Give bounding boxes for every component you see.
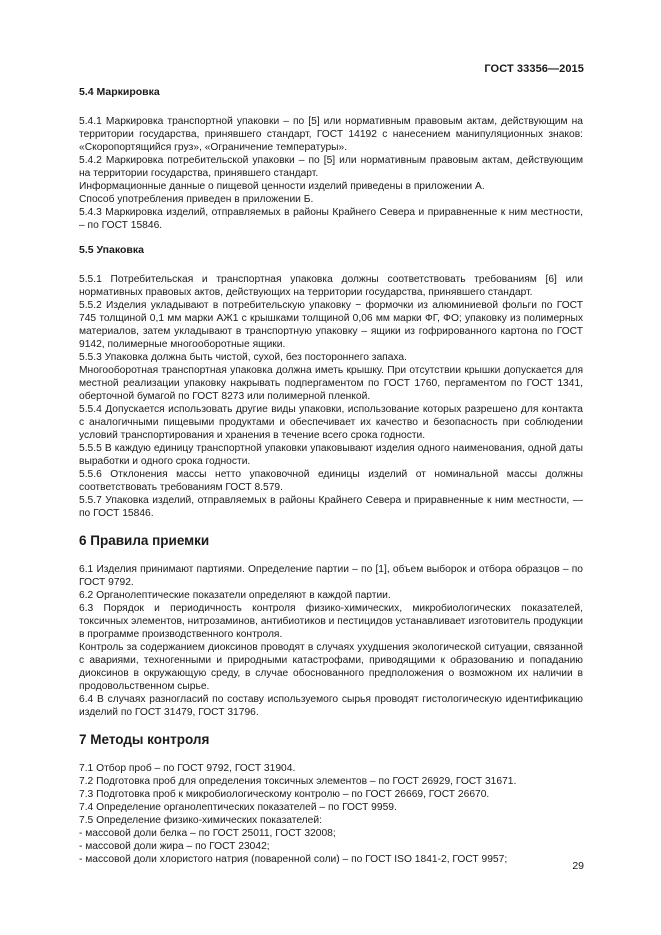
paragraph-6-dioxins: Контроль за содержанием диоксинов проводят в случаях ухудшения экологической ситуации, связанной с авариями, техногенными и природными катастрофами, приводящими к образованию и попаданию диоксинов в окружающую среду, в случае обоснованного предположения о возможном их наличии в продовольственном сырье.	[79, 642, 583, 692]
list-item-protein: - массовой доли белка – по ГОСТ 25011, ГОСТ 32008;	[79, 828, 336, 839]
paragraph-5-4-info: Информационные данные о пищевой ценности изделий приведены в приложении А.	[79, 181, 485, 192]
list-item-7-4: 7.4 Определение органолептических показателей – по ГОСТ 9959.	[79, 802, 397, 813]
paragraph-5-5-5: 5.5.5 В каждую единицу транспортной упаковки упаковывают изделия одного наименования, одной даты выработки и одного срока годности.	[79, 443, 583, 467]
section-7-heading: 7 Методы контроля	[79, 732, 210, 747]
list-item-7-1: 7.1 Отбор проб – по ГОСТ 9792, ГОСТ 31904.	[79, 763, 296, 774]
document-code-header: ГОСТ 33356—2015	[484, 63, 584, 75]
paragraph-5-4-usage: Способ употребления приведен в приложении Б.	[79, 194, 314, 205]
paragraph-5-5-1: 5.5.1 Потребительская и транспортная упаковка должны соответствовать требованиям [6] или нормативных правовых актов, действующих на территории государства, принявшего стандарт.	[79, 274, 583, 298]
section-5-4-heading: 5.4 Маркировка	[79, 86, 160, 98]
list-item-7-5: 7.5 Определение физико-химических показателей:	[79, 815, 322, 826]
list-item-7-3: 7.3 Подготовка проб к микробиологическому контролю – по ГОСТ 26669, ГОСТ 26670.	[79, 789, 490, 800]
list-item-fat: - массовой доли жира – по ГОСТ 23042;	[79, 841, 270, 852]
paragraph-5-5-7: 5.5.7 Упаковка изделий, отправляемых в районы Крайнего Севера и приравненные к ним местности, — по ГОСТ 15846.	[79, 495, 583, 519]
paragraph-6-3: 6.3 Порядок и периодичность контроля физико-химических, микробиологических показателей, токсичных элементов, нитрозаминов, антибиотиков и пестицидов устанавливает изготовитель продукции в программе производственного контроля.	[79, 603, 583, 640]
paragraph-5-5-6: 5.5.6 Отклонения массы нетто упаковочной единицы изделий от номинальной массы должны соответствовать требованиям ГОСТ 8.579.	[79, 469, 583, 493]
paragraph-6-4: 6.4 В случаях разногласий по составу используемого сырья проводят гистологическую идентификацию изделий по ГОСТ 31479, ГОСТ 31796.	[79, 694, 583, 718]
paragraph-6-2: 6.2 Органолептические показатели определяют в каждой партии.	[79, 590, 391, 601]
paragraph-5-5-reusable: Многооборотная транспортная упаковка должна иметь крышку. При отсутствии крышки допускается для местной реализации упаковку накрывать подпергаментом по ГОСТ 1760, пергаментом по ГОСТ 1341, оберточной бумагой по ГОСТ 8273 или полимерной пленкой.	[79, 365, 583, 402]
paragraph-5-4-3: 5.4.3 Маркировка изделий, отправляемых в районы Крайнего Севера и приравненные к ним местности, – по ГОСТ 15846.	[79, 207, 583, 231]
section-5-5-heading: 5.5 Упаковка	[79, 244, 144, 256]
page-number: 29	[572, 860, 584, 872]
paragraph-5-4-2: 5.4.2 Маркировка потребительской упаковки – по [5] или нормативным правовым актам, действующим на территории государства, принявшего стандарт.	[79, 155, 583, 179]
list-item-salt: - массовой доли хлористого натрия (поваренной соли) – по ГОСТ ISO 1841-2, ГОСТ 9957;	[79, 854, 508, 865]
section-6-heading: 6 Правила приемки	[79, 533, 210, 548]
paragraph-5-5-3: 5.5.3 Упаковка должна быть чистой, сухой, без постороннего запаха.	[79, 352, 407, 363]
list-item-7-2: 7.2 Подготовка проб для определения токсичных элементов – по ГОСТ 26929, ГОСТ 31671.	[79, 776, 517, 787]
paragraph-5-5-2: 5.5.2 Изделия укладывают в потребительскую упаковку − формочки из алюминиевой фольги по ГОСТ 745 толщиной 0,1 мм марки АЖ1 с крышками толщиной 0,06 мм марки ФГ, ФО; упаковку из полимерных материалов, затем укладывают в транспортную упаковку – ящики из гофрированного картона по ГОСТ 9142, полимерные многооборотные ящики.	[79, 300, 583, 350]
document-body	[79, 86, 583, 866]
paragraph-6-1: 6.1 Изделия принимают партиями. Определение партии – по [1], объем выборок и отбора образцов – по ГОСТ 9792.	[79, 564, 583, 588]
paragraph-5-5-4: 5.5.4 Допускается использовать другие виды упаковки, использование которых разрешено для контакта с аналогичными пищевыми продуктами и обеспечивает их качество и безопасность при соблюдении условий транспортирования и хранения в течение всего срока годности.	[79, 404, 583, 441]
paragraph-5-4-1: 5.4.1 Маркировка транспортной упаковки – по [5] или нормативным правовым актам, действующим на территории государства, принявшего стандарт, ГОСТ 14192 с нанесением манипуляционных знаков: «Скоропортящийся груз», «Ограничение температуры».	[79, 116, 583, 153]
